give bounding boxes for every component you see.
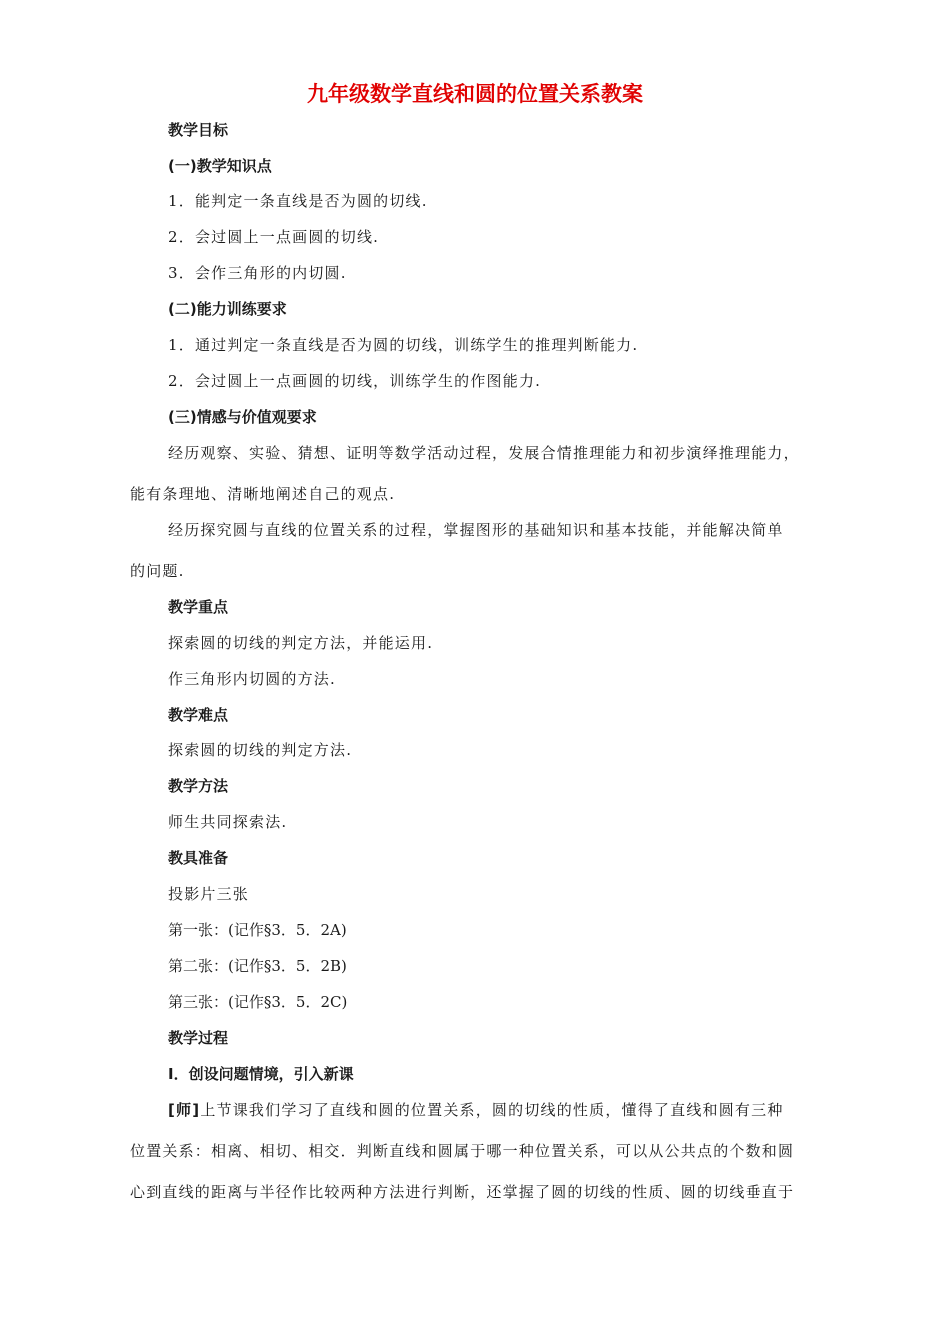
paragraph-text: 上节课我们学习了直线和圆的位置关系，圆的切线的性质，懂得了直线和圆有三种 [200,1101,784,1119]
paragraph-line: 位置关系：相离、相切、相交．判断直线和圆属于哪一种位置关系，可以从公共点的个数和圆 [130,1142,795,1160]
subheading-values-requirements: (三)情感与价值观要求 [168,408,317,426]
paragraph-line: 经历探究圆与直线的位置关系的过程，掌握图形的基础知识和基本技能，并能解决简单 [168,521,784,539]
paragraph-line: 能有条理地、清晰地阐述自己的观点. [130,485,396,503]
subheading-ability-requirements: (二)能力训练要求 [168,300,287,318]
paragraph-line: 探索圆的切线的判定方法，并能运用. [168,634,434,652]
heading-difficult-points: 教学难点 [168,706,229,724]
heading-teaching-method: 教学方法 [168,777,229,795]
paragraph-line: 探索圆的切线的判定方法. [168,741,353,759]
list-item: 第三张：(记作§3．5．2C) [168,993,348,1011]
list-item: 3．会作三角形的内切圆. [168,264,347,282]
heading-teaching-process: 教学过程 [168,1029,229,1047]
paragraph-line: 心到直线的距离与半径作比较两种方法进行判断，还掌握了圆的切线的性质、圆的切线垂直于 [130,1183,795,1201]
heading-key-points: 教学重点 [168,598,229,616]
list-item: 第二张：(记作§3．5．2B) [168,957,347,975]
speaker-tag: [师] [168,1101,201,1119]
paragraph-line: 作三角形内切圆的方法. [168,670,336,688]
heading-teaching-objectives: 教学目标 [168,121,229,139]
document-title: 九年级数学直线和圆的位置关系教案 [307,82,643,106]
paragraph-line: 师生共同探索法. [168,813,288,831]
paragraph-line: 经历观察、实验、猜想、证明等数学活动过程，发展合情推理能力和初步演绎推理能力， [168,444,800,462]
heading-teaching-aids: 教具准备 [168,849,229,867]
list-item: 1．通过判定一条直线是否为圆的切线，训练学生的推理判断能力. [168,336,639,354]
list-item: 2．会过圆上一点画圆的切线，训练学生的作图能力. [168,372,542,390]
section-heading: Ⅰ．创设问题情境，引入新课 [168,1065,354,1083]
subheading-knowledge-points: (一)教学知识点 [168,157,272,175]
list-item: 1．能判定一条直线是否为圆的切线. [168,192,428,210]
paragraph-line [168,1100,784,1120]
paragraph-line: 的问题. [130,562,185,580]
list-item: 2．会过圆上一点画圆的切线. [168,228,380,246]
paragraph-line: 投影片三张 [168,885,250,903]
list-item: 第一张：(记作§3．5．2A) [168,921,347,939]
